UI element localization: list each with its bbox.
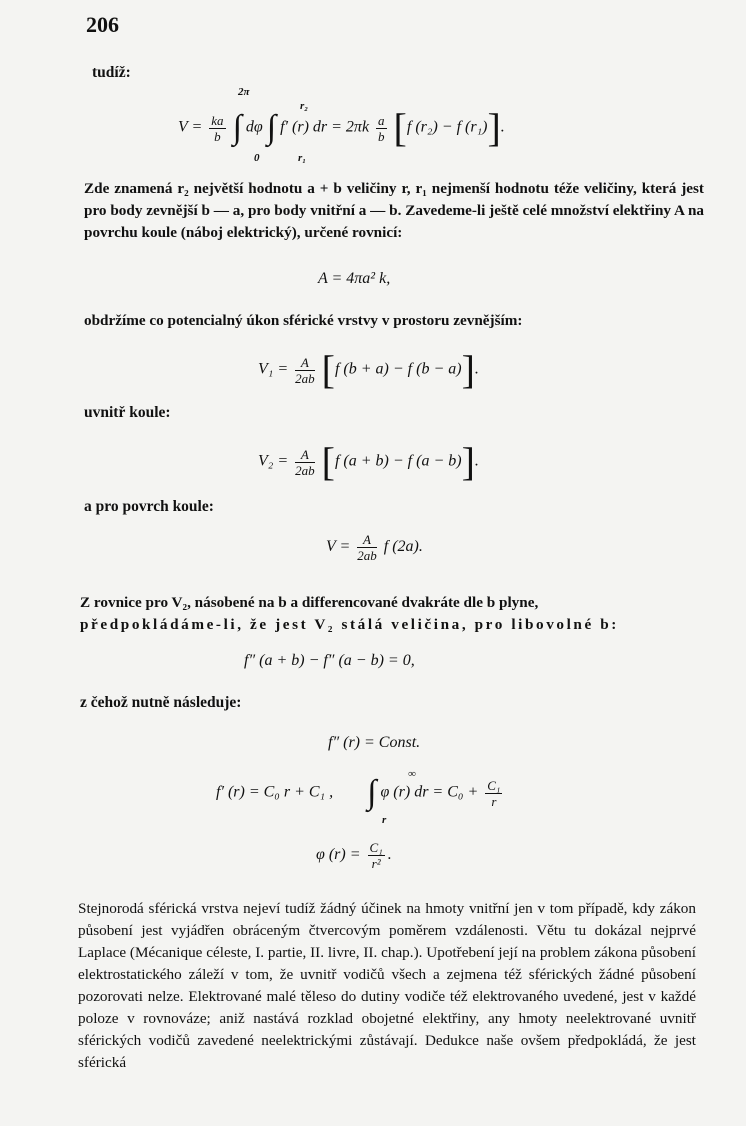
label-povrch: a pro povrch koule: — [84, 498, 214, 515]
paragraph-3b: předpokládáme-li, že jest V₂ stálá veličina, pro libovolné b: — [80, 616, 619, 633]
paragraph-4: Stejnorodá sférická vrstva nejeví tudíž žádný účinek na hmoty vnitřní jen v tom případě, kdy zákon působení jest vyjádřen obráceným čtvercovým poměrem vzdálenosti. Větu tu dokázal nejprvé Laplace (Mécanique céleste, I. partie, II. livre, II. chap.). Upotřebení její na problem zákona působení elektrostatického záleží v tom, že uvnitř vodičů všech a zejmena též sférických žádné působení pozorovati nelze. Elektrované malé těleso do dutiny vodiče též elektrovaného uvedené, jest v každé poloze v rovnováze; aniž nastává rozklad obojetné elektřiny, any hmoty neelektrované uvnitř sférických vodičů zavedené neelektrickými zůstávají. Dedukce naše ovšem předpokládá, že jest sférická — [78, 900, 696, 1071]
integral-sign: ∫ — [266, 109, 277, 146]
equation-8: f′ (r) = C₀ r + C₁ , ∫ φ (r) dr = C₀ + $\frac{\text{C₁}}{r}$ — [216, 774, 501, 811]
eq1-fraction-2: $\frac{a}{b}$ — [378, 112, 385, 144]
equation-4: V₂ = $\frac{A}{2ab}$ [f (a + b) − f (a − b)]. — [258, 439, 479, 484]
limit-bottom-2: r₁ — [298, 152, 307, 164]
eq1-dphi: dφ — [245, 118, 263, 136]
limit-top-1: 2π — [238, 86, 250, 98]
equation-6: f″ (a + b) − f″ (a − b) = 0, — [244, 652, 415, 669]
equation-5: V = $\frac{A}{2ab}$ f (2a). — [326, 532, 423, 563]
equation-2: A = 4πa² k, — [318, 270, 391, 287]
equation-7: f″ (r) = Const. — [328, 734, 421, 751]
eq1-lhs: V = — [178, 118, 203, 136]
paragraph-1: Zde znamená r₂ největší hodnotu a + b veličiny r, r₁ nejmenší hodnotu téže veličiny, která jest pro body zevnější b — a, pro body vnitřní a — b. Zavedeme-li ještě celé množství elektřiny A na povrchu koule (náboj elektrický), určené rovnicí: — [84, 180, 704, 241]
eq8-limit-bottom: r — [382, 814, 387, 826]
equation-3: V₁ = $\frac{A}{2ab}$ [f (b + a) − f (b − a)]. — [258, 347, 479, 392]
eq1-fraction: $\frac{ka}{b}$ — [211, 112, 224, 144]
label-z-cehoz: z čehož nutně následuje: — [80, 694, 242, 711]
limit-bottom-1: 0 — [254, 152, 260, 164]
paragraph-2: obdržíme co potencialný úkon sférické vrstvy v prostoru zevnějším: — [84, 312, 523, 329]
eq1-bracket-content: f (r₂) − f (r₁) — [406, 118, 488, 136]
limit-top-2: r₂ — [300, 100, 309, 112]
label-tudiz: tudíž: — [92, 64, 131, 81]
eq8-limit-top: ∞ — [408, 768, 416, 780]
document-page: 206 tudíž: 2π 0 r₂ r₁ V = $\frac{ka}{b}$ ∫ dφ ∫ f′ (r) dr = 2πk $\frac{a}{b}$ [f (r₂) − f (r₁)]. Zde znamená r₂ největší hodnotu a + b veličiny r, r₁ nejmenší hodnotu téže veličiny, která jest pro body zevnější b — a, pro body vnitřní a — b. Zavedeme-li ještě celé množství elektřiny A na povrchu koule (náboj elektrický), určené rovnicí: A = 4πa² k, obdržíme co potencialný úkon sférické vrstvy v prostoru zevnějším: V₁ = $\frac{A}{2ab}$ [f (b + a) − f (b − a)]. uvnitř koule: V₂ = $\frac{A}{2ab}$ [f (a + b) − f (a − b)]. a pro povrch koule: V = $\frac{A}{2ab}$ f (2a). Z rovnice pro V₂, násobené na b a differencované dvakráte dle b plyne, předpokládáme-li, že jest V₂ stálá veličina, pro libovolné b: f″ (a + b) − f″ (a − b) = 0, z čehož nutně následuje: f″ (r) = Const. ∞ r f′ (r) = C₀ r + C₁ , ∫ φ (r) dr = C₀ + $\frac{\text{C₁}}{r}$ φ (r) = $\frac{\text{C₁}}{\text{r²}}$ . Stejnorodá sférická vrstva nejeví tudíž žádný účinek na hmoty vnitřní jen v tom případě, kdy zákon působení jest vyjádřen obráceným čtvercovým poměrem vzdálenosti. Větu tu dokázal nejprvé Laplace (Mécanique céleste, I. partie, II. livre, II. chap.). Upotřebení její na problem zákona působení elektrostatického záleží v tom, že uvnitř vodičů všech a zejmena též sférických žádné působení pozorovati nelze. Elektrované malé těleso do dutiny vodiče též elektrovaného uvedené, jest v každé poloze v rovnováze; aniž nastává rozklad obojetné elektřiny, any hmoty neelektrované uvnitř sférických vodičů zavedené neelektrickými zůstávají. Dedukce naše ovšem předpokládá, že jest sférická — [0, 0, 746, 1126]
page-number: 206 — [86, 12, 119, 37]
paragraph-3a: Z rovnice pro V₂, násobené na b a differencované dvakráte dle b plyne, — [80, 594, 539, 611]
eq1-integrand: f′ (r) dr = 2πk — [280, 118, 370, 136]
equation-9: φ (r) = $\frac{\text{C₁}}{\text{r²}}$ . — [316, 840, 392, 871]
label-uvnitr: uvnitř koule: — [84, 404, 171, 421]
integral-sign: ∫ — [232, 109, 242, 146]
